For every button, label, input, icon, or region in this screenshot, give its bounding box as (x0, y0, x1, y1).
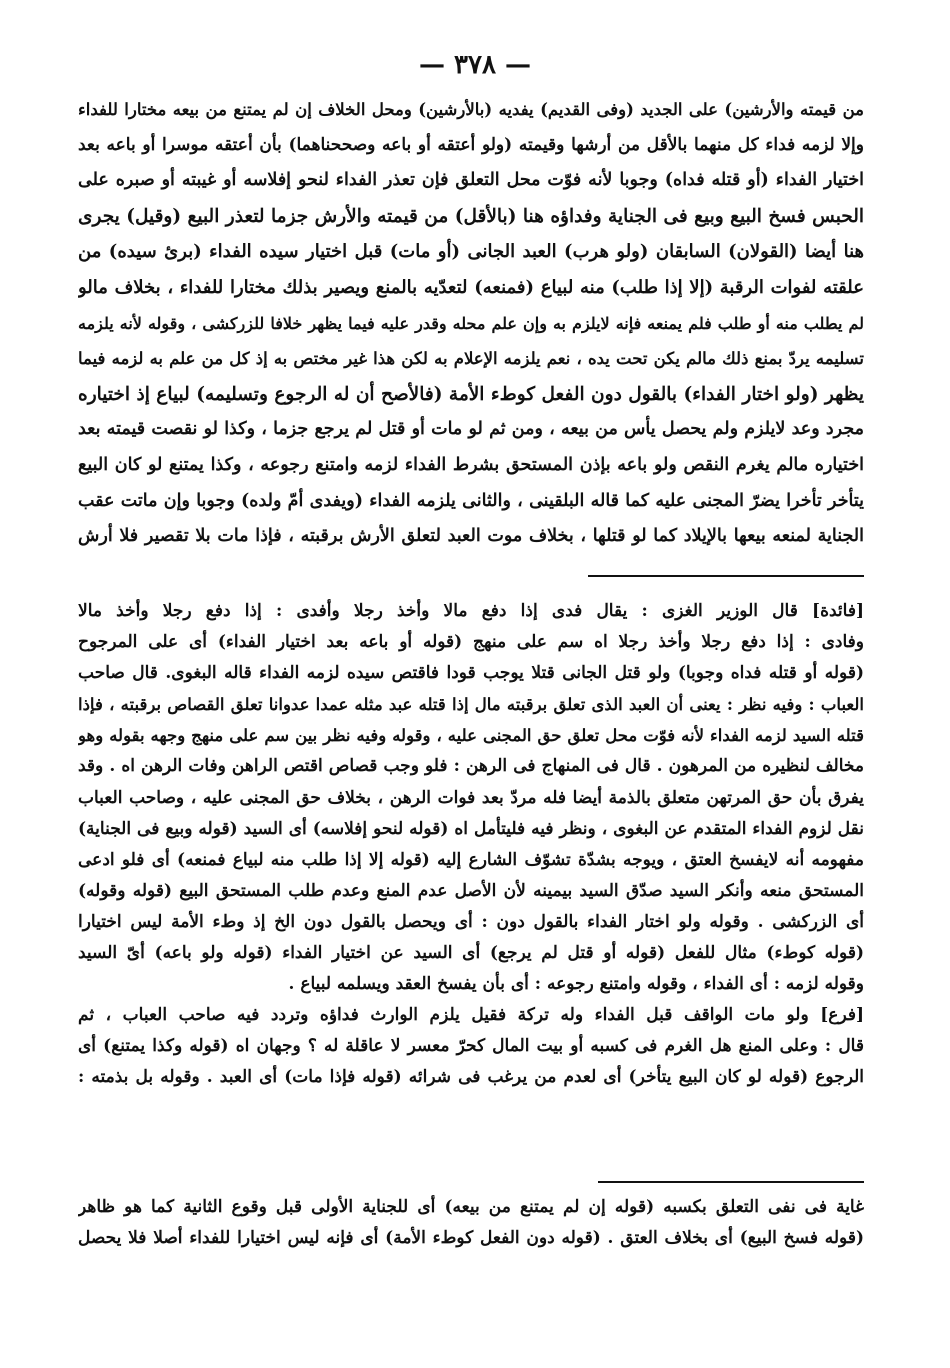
footnote-text (78, 1192, 864, 1254)
main-text-line: يتأخر تأخرا يضرّ المجنى عليه كما قاله البلقينى ، والثانى يلزمه الفداء (ويفدى أمّ ولده) وجوبا وإن ماتت عقب (78, 490, 864, 511)
section-divider (588, 575, 864, 577)
main-text-line: مجرد وعد لايلزم ولم يحصل يأس من بيعه ، ومن ثم لو مات أو قتل لم يرجع جزما ، وكذا لو نقصت قيمته بعد (78, 419, 864, 440)
main-text-line: يظهر (ولو اختار الفداء) بالقول دون الفعل كوطء الأمة (فالأصح أن له الرجوع وتسليمه) لبياع إذ اختياره (78, 383, 864, 405)
main-text-line: اختياره مالم يغرم النقص ولو باعه بإذن المستحق بشرط الفداء لزمه وامتنع رجوعه ، وكذا يمتنع لو كان البيع (78, 454, 864, 475)
commentary-line: العباب : وفيه نظر : يعنى أن العبد الذى تعلق برقبته مال إذا قتله عبد مثله عمدا عدوانا تعلق القصاص برقبته ، فإذا (78, 695, 864, 715)
commentary-line: وفادى : إذا دفع رجلا وأخذ رجلا اه سم على منهج (قوله أو باعه بعد اختيار الفداء) أى على المرجوح (78, 632, 864, 653)
commentary-line: قتله السيد لزمه الفداء لأنه فوّت محل تعلق حق المجنى عليه ، وقوله وفيه نظر بين سم على منهج وجهه بقوله وهو (78, 726, 864, 746)
main-text-line: الحبس فسخ البيع وبيع فى الجناية وفداؤه هنا (بالأقل) من قيمته والأرش جزما لتعذر البيع (وقيل) يجرى (78, 205, 864, 227)
commentary-line: يفرق بأن حق المرتهن متعلق بالذمة أيضا فله مردّ بعد فوات الرهن ، بخلاف حق المجنى عليه ، وصاحب العباب (78, 787, 864, 808)
footnote-divider (598, 1181, 864, 1183)
main-text-line: وإلا لزمه فداء كل منهما بالأقل من أرشها وقيمته (ولو أعتقه أو باعه وصححناهما) بأن أعتقه موسرا أو باعه بعد (78, 134, 864, 155)
commentary-line: وقوله لزمه : أى الفداء ، وقوله وامتنع رجوعه : أى بأن يفسخ العقد ويسلمه لبياع . (288, 974, 864, 995)
commentary-line: المستحق منعه وأنكر السيد صدّق السيد بيمينه لأن الأصل عدم المنع وعدم طلب المستحق البيع (قوله وقوله) (78, 880, 864, 901)
main-text (78, 92, 864, 555)
main-text-line: تسليمه يردّ بمنع ذلك مالم يكن تحت يده ، نعم يلزمه الإعلام به لكن هذا غير مختص به إذ كل من علم به لزمه فيما (78, 349, 864, 369)
main-text-line: من قيمته والأرشين) على الجديد (وفى القديم) يفديه (بالأرشين) ومحل الخلاف إن لم يمتنع من بيعه مختارا للفداء (78, 100, 864, 119)
main-text-line: لم يطلب منه أو طلب فلم يمنعه فإنه لايلزم به وإن علم محله وقدر عليه فيما يظهر خلافا للزركشى ، وقوله لأنه يلزمه (78, 313, 864, 333)
commentary-line: مخالف لنظيره من المرهون . قال فى المنهاج فى الرهن : فلو وجب قصاص اقتص الراهن وفات الرهن اه . وقد (78, 756, 864, 777)
footnote-line: غاية فى نفى التعلق بكسبه (قوله إن لم يمتنع من بيعه) أى للجناية الأولى قبل وقوع الثانية كما هو ظاهر (78, 1197, 864, 1217)
commentary-line: [فرع] ولو مات الواقف قبل الفداء وله تركة فقيل يلزم الوارث فداؤه وتردد فيه صاحب العباب ، ثم (78, 1005, 864, 1026)
commentary-line: (قوله كوطء) مثال للفعل (قوله أو قتل لم يرجع) أى السيد عن اختيار الفداء (قوله ولو باعه) أىّ السيد (78, 943, 864, 964)
commentary-line: قال : وعلى المنع هل الغرم فى كسبه أو بيت المال كحرّ معسر لا عاقلة له ؟ وجهان اه (قوله وكذا يمتنع) أى (78, 1036, 864, 1057)
commentary-text (78, 596, 864, 1094)
commentary-line: الرجوع (قوله لو كان البيع يتأخر) أى لعدم من يرغب فى شرائه (قوله فإذا مات) أى العبد . وقوله بل بذمته : (78, 1067, 864, 1088)
main-text-line: هنا أيضا (القولان) السابقان (ولو هرب) العبد الجانى (أو مات) قبل اختيار سيده الفداء (برئ سيده) من (78, 241, 864, 263)
commentary-line: مفهومه أنه لايفسخ العتق ، ويوجه بشدّة تشوّف الشارع إليه (قوله إلا إذا طلب منه لبياع فمنعه) أى فلو ادعى (78, 849, 864, 870)
main-text-line: علقته لفوات الرقبة (إلا إذا طلب) منه لبياع (فمنعه) لتعدّيه بالمنع ويصير بذلك مختارا للفداء ، بخلاف مالو (78, 276, 864, 298)
commentary-line: أى الزركشى . وقوله ولو اختار الفداء بالقول دون : أى ويحصل بالقول دون الخ إذ وطء الأمة ليس اختيارا (78, 911, 864, 932)
page-number: — ٣٧٨ — (418, 50, 532, 80)
commentary-line: [فائدة] قال الوزير الغزى : يقال فدى إذا دفع مالا وأخذ رجلا وأفدى : إذا دفع رجلا وأخذ مالا (78, 601, 864, 621)
main-text-line: الجناية لمنعه بيعها بالإيلاد كما لو قتلها ، بخلاف موت العبد لتعلق الأرش برقبته ، فإذا مات بلا تقصير فلا أرش (78, 526, 864, 547)
commentary-line: (قوله أو قتله فداه وجوبا) ولو قتل الجانى قتلا يوجب قودا فاقتص سيده لزمه الفداء قاله البغوى. قال صاحب (78, 663, 864, 684)
footnote-line: (قوله فسخ البيع) أى بخلاف العتق . (قوله دون الفعل كوطء الأمة) أى فإنه ليس اختيارا للفداء أصلا فلا يحصل (78, 1228, 864, 1248)
main-text-line: اختيار الفداء (أو قتله فداه) وجوبا لأنه فوّت محل التعلق فإن تعذر الفداء لنحو إفلاسه أو غيبته أو صبره على (78, 170, 864, 191)
commentary-line: نقل لزوم الفداء المتقدم عن البغوى ، ونظر فيه فليتأمل اه (قوله لنحو إفلاسه) أى السيد (قوله وبيع فى الجناية) (78, 818, 864, 839)
